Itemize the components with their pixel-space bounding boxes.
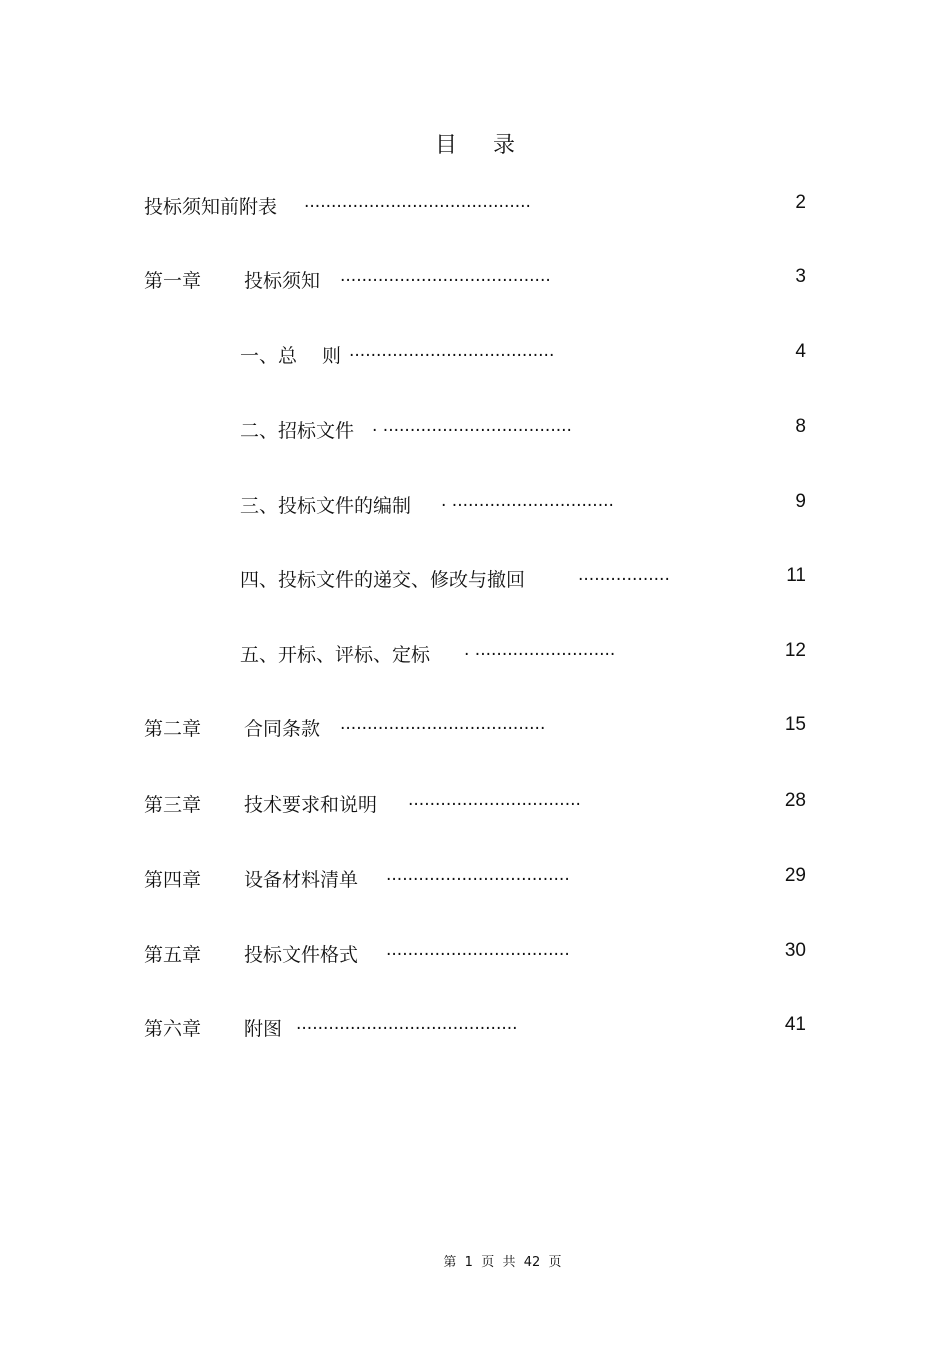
toc-leader-dots: ......................................: [349, 341, 555, 361]
toc-page-number: 11: [786, 565, 806, 586]
toc-entry-label: 一、总 则: [240, 345, 342, 367]
toc-leader-dots: .......................................: [340, 266, 551, 286]
toc-entry-label: 四、投标文件的递交、修改与撤回: [240, 569, 526, 591]
toc-leader-dots: ..................................: [386, 865, 570, 885]
toc-entry-label: 投标须知: [244, 270, 321, 292]
toc-leader-dots: ..................................: [386, 940, 570, 960]
toc-leader-dots: . ..........................: [464, 640, 616, 660]
toc-entry-label: 技术要求和说明: [244, 794, 378, 816]
toc-chapter-number: 第三章: [144, 794, 202, 816]
toc-page-number: 9: [795, 491, 806, 512]
toc-leader-dots: ................................: [408, 790, 581, 810]
toc-leader-dots: . ..............................: [441, 491, 614, 511]
toc-page-number: 4: [795, 341, 806, 362]
toc-entry-chapter-4[interactable]: [0, 865, 950, 895]
toc-chapter-number: 第四章: [144, 869, 202, 891]
toc-chapter-number: 第二章: [144, 718, 202, 740]
toc-entry-chapter-3[interactable]: [0, 790, 950, 820]
toc-entry-chapter-5[interactable]: [0, 940, 950, 970]
toc-title-part1: 目: [434, 133, 457, 158]
toc-page-number: 15: [784, 714, 806, 735]
toc-chapter-number: 第六章: [144, 1018, 202, 1040]
toc-leader-dots: .................: [578, 565, 670, 585]
toc-entry-label: 合同条款: [244, 718, 321, 740]
toc-page-number: 28: [784, 790, 806, 811]
toc-entry-section-1[interactable]: [0, 341, 950, 371]
toc-entry-label: 投标须知前附表: [144, 196, 278, 218]
toc-leader-dots: .........................................: [296, 1014, 518, 1034]
toc-page-number: 8: [795, 416, 806, 437]
toc-entry-chapter-6[interactable]: [0, 1014, 950, 1044]
toc-leader-dots: . ...................................: [372, 416, 572, 436]
toc-page-number: 29: [784, 865, 806, 886]
toc-entry-section-5[interactable]: [0, 640, 950, 670]
toc-entry-section-3[interactable]: [0, 491, 950, 521]
toc-entry-label: 二、招标文件: [240, 420, 355, 442]
toc-entry-label: 五、开标、评标、定标: [240, 644, 431, 666]
toc-title-part2: 录: [493, 133, 516, 158]
toc-entry-chapter-1[interactable]: [0, 266, 950, 296]
toc-page-number: 41: [784, 1014, 806, 1035]
toc-entry-label: 设备材料清单: [244, 869, 359, 891]
toc-entry-section-4[interactable]: [0, 565, 950, 595]
toc-entry-pre-table[interactable]: [0, 192, 950, 222]
toc-entry-section-2[interactable]: [0, 416, 950, 446]
toc-entry-label: 附图: [244, 1018, 283, 1040]
toc-page-number: 30: [784, 940, 806, 961]
toc-entry-label: 三、投标文件的编制: [240, 495, 412, 517]
toc-page-number: 12: [784, 640, 806, 661]
toc-title: [0, 128, 950, 159]
page-footer: 第 1 页 共 42 页: [443, 1255, 562, 1270]
toc-entry-chapter-2[interactable]: [0, 714, 950, 744]
toc-leader-dots: ..........................................: [304, 192, 531, 212]
toc-chapter-number: 第一章: [144, 270, 202, 292]
toc-page-number: 3: [795, 266, 806, 287]
toc-entry-label: 投标文件格式: [244, 944, 359, 966]
toc-chapter-number: 第五章: [144, 944, 202, 966]
toc-page-number: 2: [795, 192, 806, 213]
toc-leader-dots: ......................................: [340, 714, 546, 734]
